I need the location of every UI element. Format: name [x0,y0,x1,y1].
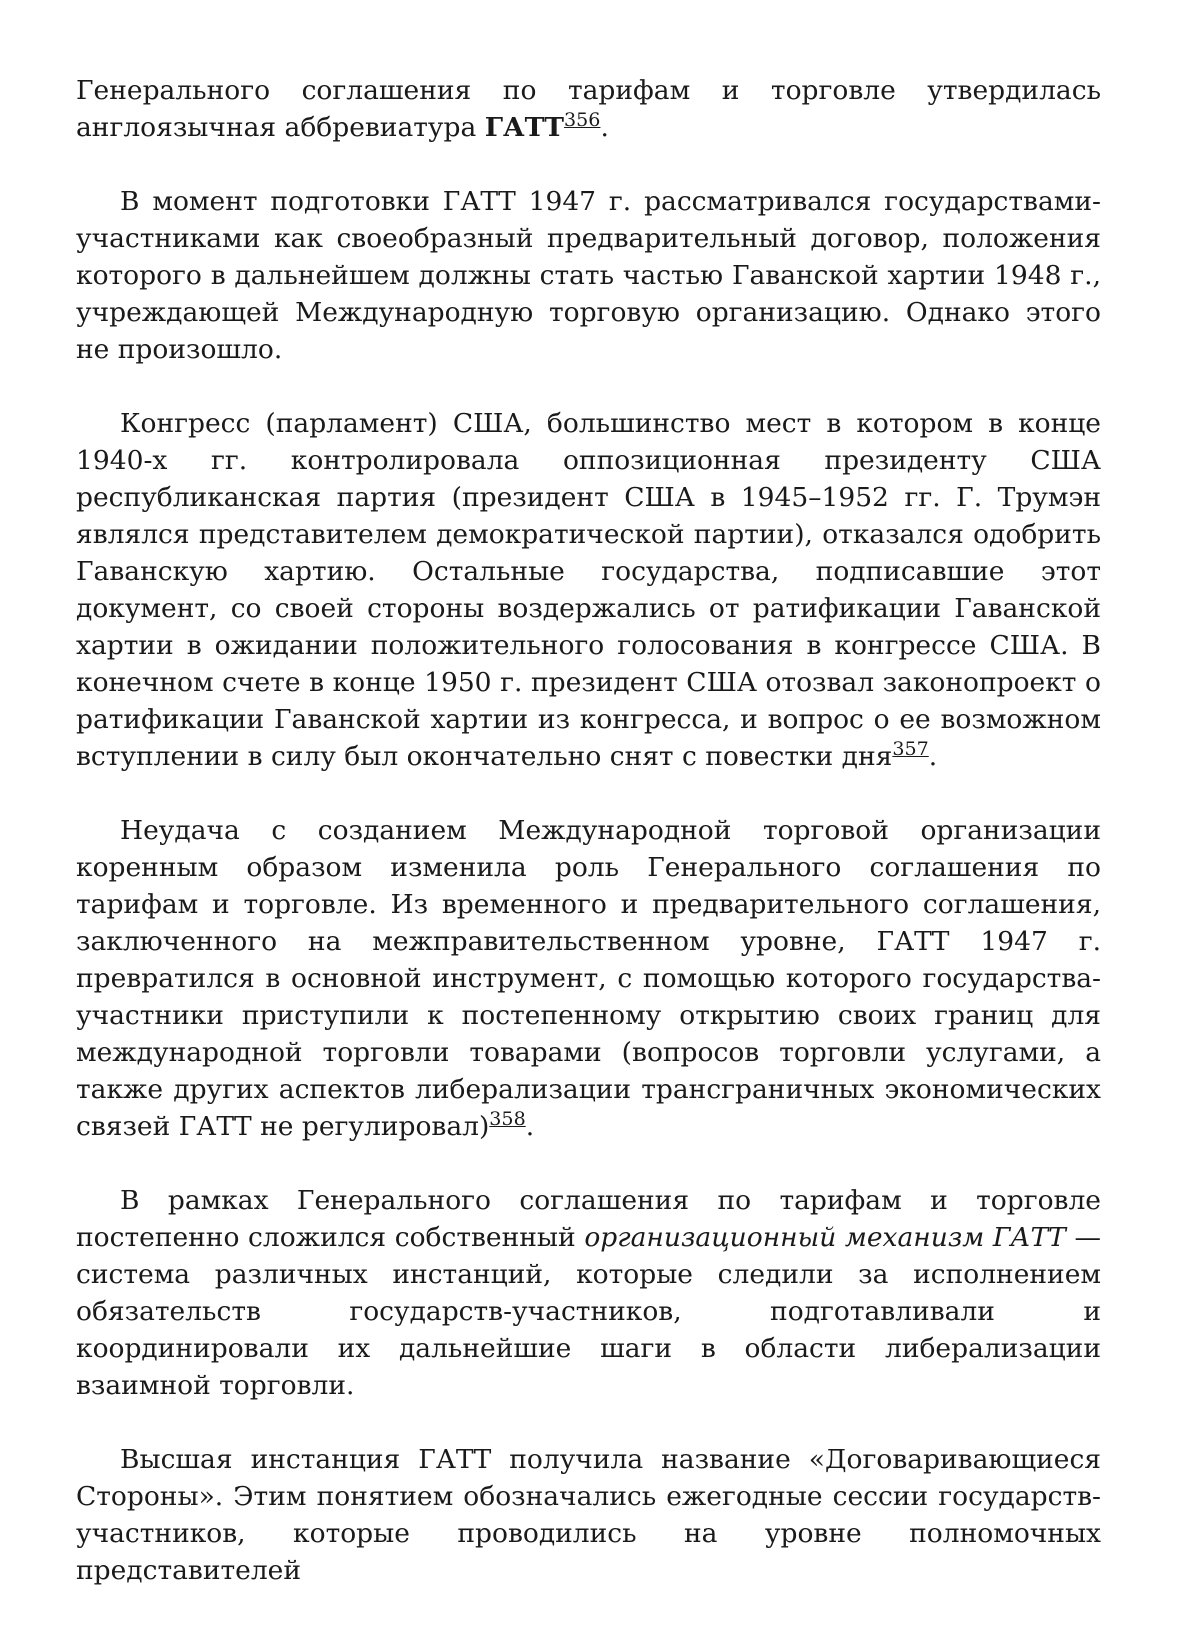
footnote-ref-356[interactable]: 356 [564,109,601,132]
paragraph [76,1182,1101,1404]
document-page [76,72,1101,1626]
text-segment: Неудача с созданием Международной торговой организации коренным образом изменила роль Генерального соглашения по тарифам и торговле. Из временного и предварительного соглашения, заключенного на межправительственном уровне, ГАТТ 1947 г. превратился в основной инструмент, с помощью которого государства-участники приступили к постепенному открытию своих границ для международной торговли товарами (вопросов торговли услугами, а также других аспектов либерализации трансграничных экономических связей ГАТТ не регулировал) [76,815,1101,1142]
paragraph [76,405,1101,775]
paragraph [76,1441,1101,1589]
footnote-ref-358[interactable]: 358 [489,1108,526,1131]
text-segment: Конгресс (парламент) США, большинство мест в котором в конце 1940-х гг. контролировала оппозиционная президенту США республиканская партия (президент США в 1945–1952 гг. Г. Трумэн являлся представителем демократической партии), отказался одобрить Гаванскую хартию. Остальные государства, подписавшие этот документ, со своей стороны воздержались от ратификации Гаванской хартии в ожидании положительного голосования в конгрессе США. В конечном счете в конце 1950 г. президент США отозвал законопроект о ратификации Гаванской хартии из конгресса, и вопрос о ее возможном вступлении в силу был окончательно снят с повестки дня [76,408,1101,772]
paragraph [76,183,1101,368]
paragraph [76,812,1101,1145]
paragraph [76,72,1101,146]
footnote-ref-357[interactable]: 357 [892,738,929,761]
text-segment: . [928,741,938,772]
text-segment: . [600,112,609,143]
text-segment: . [525,1111,535,1142]
bold-term: ГАТТ [484,112,565,143]
text-segment: В момент подготовки ГАТТ 1947 г. рассматривался государствами-участниками как своеобразный предварительный договор, положения которого в дальнейшем должны стать частью Гаванской хартии 1948 г., учреждающей Международную торговую организацию. Однако этого не произошло. [76,186,1101,365]
text-segment: Высшая инстанция ГАТТ получила название «Договаривающиеся Стороны». Этим понятием обозначались ежегодные сессии государств-участников, которые проводились на уровне полномочных представителей [76,1444,1101,1586]
text-segment: Генерального соглашения по тарифам и торговле утвердилась англоязычная аббревиатура [76,75,1101,143]
italic-term: организационный механизм ГАТТ [584,1222,1066,1253]
text-segment: — система различных инстанций, которые следили за исполнением обязательств государств-участников, подготавливали и координировали их дальнейшие шаги в области либерализации взаимной торговли. [76,1222,1101,1401]
text-segment: В рамках Генерального соглашения по тарифам и торговле постепенно сложился собственный [76,1185,1101,1253]
